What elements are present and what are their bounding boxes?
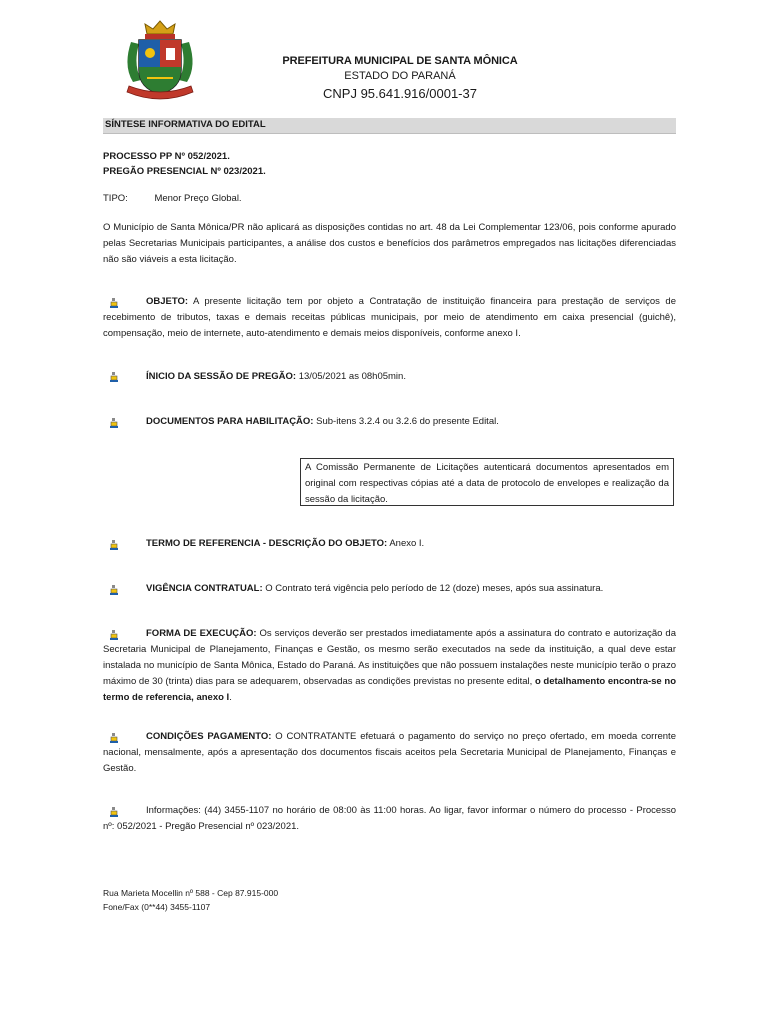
bullet-icon [109, 372, 119, 383]
termo-referencia [146, 536, 676, 552]
objeto-text: A presente licitação tem por objeto a Contratação de instituição financeira para prestação de serviços de recebimento de tributos, taxas e demais receitas públicas municipais, por meio de atendimento em caixa presencial (guichê), compensação, meio de internete, auto-atendimento e demais meios disponíveis, conforme anexo I. [103, 296, 676, 339]
forma-label: FORMA DE EXECUÇÃO: [146, 628, 257, 639]
header-state: ESTADO DO PARANÁ [344, 70, 456, 82]
footer-address: Rua Marieta Mocellin nº 588 - Cep 87.915-000 [103, 888, 279, 898]
bullet-icon [109, 585, 119, 596]
section-title-bar [103, 118, 676, 134]
footer-phone: Fone/Fax (0**44) 3455-1107 [103, 902, 211, 912]
coat-of-arms-icon [117, 20, 203, 106]
forma-bold-end: o detalhamento encontra-se no termo de referencia, anexo I [103, 676, 676, 703]
objeto-label: OBJETO: [146, 296, 189, 307]
objeto-paragraph [103, 294, 676, 342]
informacoes-paragraph: Informações: (44) 3455-1107 no horário de 08:00 às 11:00 horas. Ao ligar, favor informar o número do processo - Processo nº: 052/2021 - Pregão Presencial nº 023/2021. [103, 805, 676, 832]
termo-text: Anexo I. [387, 538, 425, 549]
condicoes-label: CONDIÇÕES PAGAMENTO: [146, 731, 272, 742]
inicio-label: ÍNICIO DA SESSÃO DE PREGÃO: [146, 371, 297, 382]
vigencia-label: VIGÊNCIA CONTRATUAL: [146, 583, 263, 594]
inicio-text: 13/05/2021 as 08h05min. [296, 371, 406, 382]
condicoes-pagamento [103, 729, 676, 777]
notice-box: A Comissão Permanente de Licitações autenticará documentos apresentados em original com respectivas cópias até a data de protocolo de envelopes e realização da sessão da licitação. [300, 458, 674, 506]
termo-label: TERMO DE REFERENCIA - DESCRIÇÃO DO OBJETO: [146, 538, 388, 549]
condicoes-text: O CONTRATANTE efetuará o pagamento do serviço no preço ofertado, em moeda corrente nacional, mensalmente, após a apresentação dos documentos fiscais aceitos pela Secretaria Municipal de Planejamento, Finanças e Gestão. [103, 731, 676, 774]
documentos-text: Sub-itens 3.2.4 ou 3.2.6 do presente Edital. [313, 416, 499, 427]
vigencia-contratual [146, 581, 676, 597]
vigencia-text: O Contrato terá vigência pelo período de 12 (doze) meses, após sua assinatura. [262, 583, 604, 594]
section-title: SÍNTESE INFORMATIVA DO EDITAL [105, 119, 266, 130]
intro-paragraph: O Município de Santa Mônica/PR não aplicará as disposições contidas no art. 48 da Lei Complementar 123/06, pois conforme apurado pelas Secretarias Municipais participantes, a análise dos custos e benefícios dos parâmetros empregados nas licitações diferenciadas não são viáveis a esta licitação. [103, 222, 676, 265]
tipo-line [103, 191, 676, 207]
process-number: PROCESSO PP Nº 052/2021. [103, 151, 230, 162]
header-cnpj: CNPJ 95.641.916/0001-37 [323, 86, 477, 101]
pregao-number: PREGÃO PRESENCIAL Nº 023/2021. [103, 166, 266, 177]
bullet-icon [109, 418, 119, 429]
tipo-value: Menor Preço Global. [154, 193, 242, 204]
documentos-label: DOCUMENTOS PARA HABILITAÇÃO: [146, 416, 314, 427]
forma-execucao [103, 626, 676, 706]
forma-text: Os serviços deverão ser prestados imediatamente após a assinatura do contrato e autorização da Secretaria Municipal de Planejamento, Finanças e Gestão, os mesmo serão executados na sede da instituição, a qual deve estar instalada no município de Santa Mônica, Estado do Paraná. As instituições que não possuem instalações neste município terão o prazo máximo de 30 (trinta) dias para se adequarem, observadas as condições previstas no presente edital, [103, 628, 676, 687]
inicio-sessao [146, 369, 676, 385]
tipo-label: TIPO: [103, 193, 128, 204]
bullet-icon [109, 540, 119, 551]
documentos-habilitacao [146, 414, 676, 430]
header-org-name: PREFEITURA MUNICIPAL DE SANTA MÔNICA [282, 55, 518, 67]
forma-end: . [229, 692, 232, 703]
